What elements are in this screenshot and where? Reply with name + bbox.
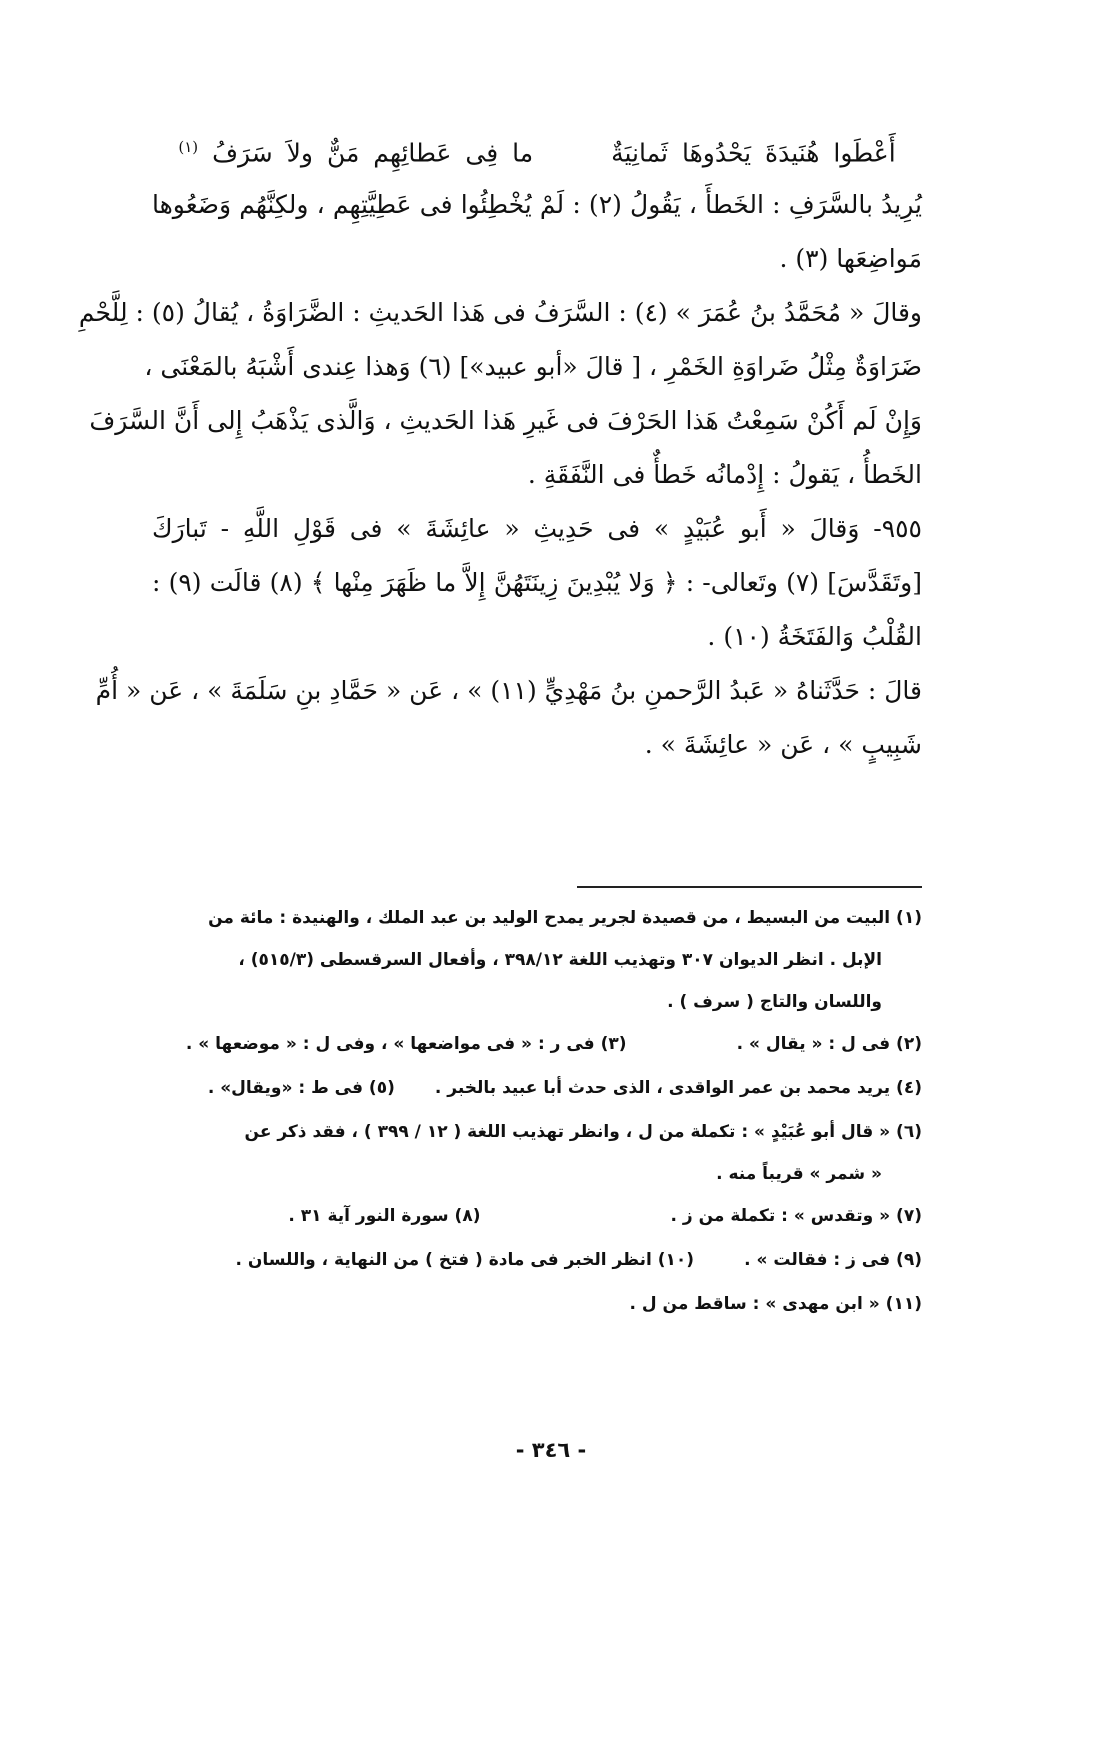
poetry-verse <box>152 128 922 172</box>
paragraph-3-line-1: ٩٥٥- وَقالَ « أَبو عُبَيْدٍ » فى حَدِيثِ « عائِشَةَ » فى قَوْلِ اللَّهِ - تَبارَكَ <box>152 514 922 544</box>
footnote-11: (١١) « ابن مهدى » : ساقط من ل . <box>629 1294 922 1314</box>
paragraph-4-line-1: قالَ : حَدَّثَناهُ « عَبدُ الرَّحمنِ بنُ مَهْدِيٍّ (١١) » ، عَن « حَمَّادِ بنِ سَلَمَةَ » ، عَن « أُمِّ <box>95 676 922 706</box>
paragraph-4 <box>95 672 922 764</box>
footnote-1-line-2: الإبل . انظر الديوان ٣٠٧ وتهذيب اللغة ٣٩٨/١٢ ، وأفعال السرقسطى (٥١٥/٣) ، <box>238 950 882 970</box>
footnote-row-7-8 <box>152 1202 922 1230</box>
footnote-row-4-5 <box>152 1074 922 1102</box>
footnote-1-line-1: (١) البيت من البسيط ، من قصيدة لجرير يمدح الوليد بن عبد الملك ، والهنيدة : مائة من <box>208 908 922 928</box>
footnote-6-line-1: (٦) « قال أبو عُبَيْدٍ » : تكملة من ل ، وانظر تهذيب اللغة ( ١٢ / ٣٩٩ ) ، فقد ذكر عن <box>244 1122 922 1142</box>
paragraph-1 <box>152 186 922 278</box>
footnote-7: (٧) « وتقدس » : تكملة من ز . <box>670 1206 922 1226</box>
footnote-4: (٤) يريد محمد بن عمر الواقدى ، الذى حدث أبا عبيد بالخبر . <box>434 1078 922 1098</box>
footnote-divider <box>577 886 922 888</box>
paragraph-4-line-2: شَبِيبٍ » ، عَن « عائِشَةَ » . <box>644 730 922 760</box>
footnote-9: (٩) فى ز : فقالت » . <box>744 1250 922 1270</box>
footnote-row-2-3 <box>152 1030 922 1058</box>
page-number: - ٣٤٦ - <box>515 1438 587 1462</box>
verse-hemistich-2: ما فِى عَطائِهِم مَنٌّ ولاَ سَرَفُ <box>212 138 534 168</box>
verse-hemistich-1: أَعْطَوا هُنَيدَةَ يَحْدُوهَا ثَمانِيَةٌ <box>611 138 896 168</box>
paragraph-3-line-2: [وتَقَدَّسَ] (٧) وتَعالى- : ﴿ وَلا يُبْدِينَ زِينَتَهُنَّ إِلاَّ ما ظَهَرَ مِنْها ﴾ (٨) قالَت (٩) : <box>152 568 923 598</box>
footnote-6-line-2: « شمر » قريباً منه . <box>716 1164 882 1184</box>
footnote-row-9-10 <box>152 1246 922 1274</box>
footnote-2: (٢) فى ل : « يقال » . <box>736 1034 922 1054</box>
paragraph-3 <box>152 510 922 656</box>
paragraph-2-line-4: الخَطأُ ، يَقولُ : إِدْمانُه خَطأٌ فى النَّفَقَةِ . <box>527 460 922 490</box>
main-text <box>78 128 923 780</box>
footnote-5: (٥) فى ط : «ويقال» . <box>207 1078 395 1098</box>
paragraph-2-line-1: وقالَ « مُحَمَّدُ بنُ عُمَرَ » (٤) : السَّرَفُ فى هَذا الحَديثِ : الضَّرَاوَةُ ، يُقالُ (٥) : لِلَّحْمِ <box>78 298 922 328</box>
footnotes <box>152 904 922 1332</box>
paragraph-1-line-1: يُرِيدُ بالسَّرَفِ : الخَطأَ ، يَقُولُ (٢) : لَمْ يُخْطِئُوا فى عَطِيَّتِهِم ، ولكِنَّهُم وَضَعُوها <box>152 190 922 220</box>
verse-footnote-ref: (١) <box>178 138 199 156</box>
paragraph-1-line-2: مَواضِعَها (٣) . <box>779 244 922 274</box>
paragraph-2-line-3: وَإِنْ لَم أَكُنْ سَمِعْتُ هَذا الحَرْفَ فى غَيرِ هَذا الحَديثِ ، وَالَّذى يَذْهَبُ إِلى أَنَّ السَّرَفَ <box>89 406 922 436</box>
paragraph-3-line-3: القُلْبُ وَالفَتَخَةُ (١٠) . <box>707 622 922 652</box>
footnote-8: (٨) سورة النور آية ٣١ . <box>288 1206 481 1226</box>
footnote-3: (٣) فى ر : « فى مواضعها » ، وفى ل : « موضعها » . <box>185 1034 627 1054</box>
paragraph-2 <box>78 294 922 494</box>
footnote-10: (١٠) انظر الخبر فى مادة ( فتخ ) من النهاية ، واللسان . <box>235 1250 695 1270</box>
footnote-1-line-3: واللسان والتاج ( سرف ) . <box>667 992 882 1012</box>
paragraph-2-line-2: ضَرَاوَةٌ مِثْلُ ضَراوَةِ الخَمْرِ ، [ قالَ «أبو عبيد»] (٦) وَهذا عِندى أَشْبَهُ بالمَعْنَى ، <box>144 352 922 382</box>
